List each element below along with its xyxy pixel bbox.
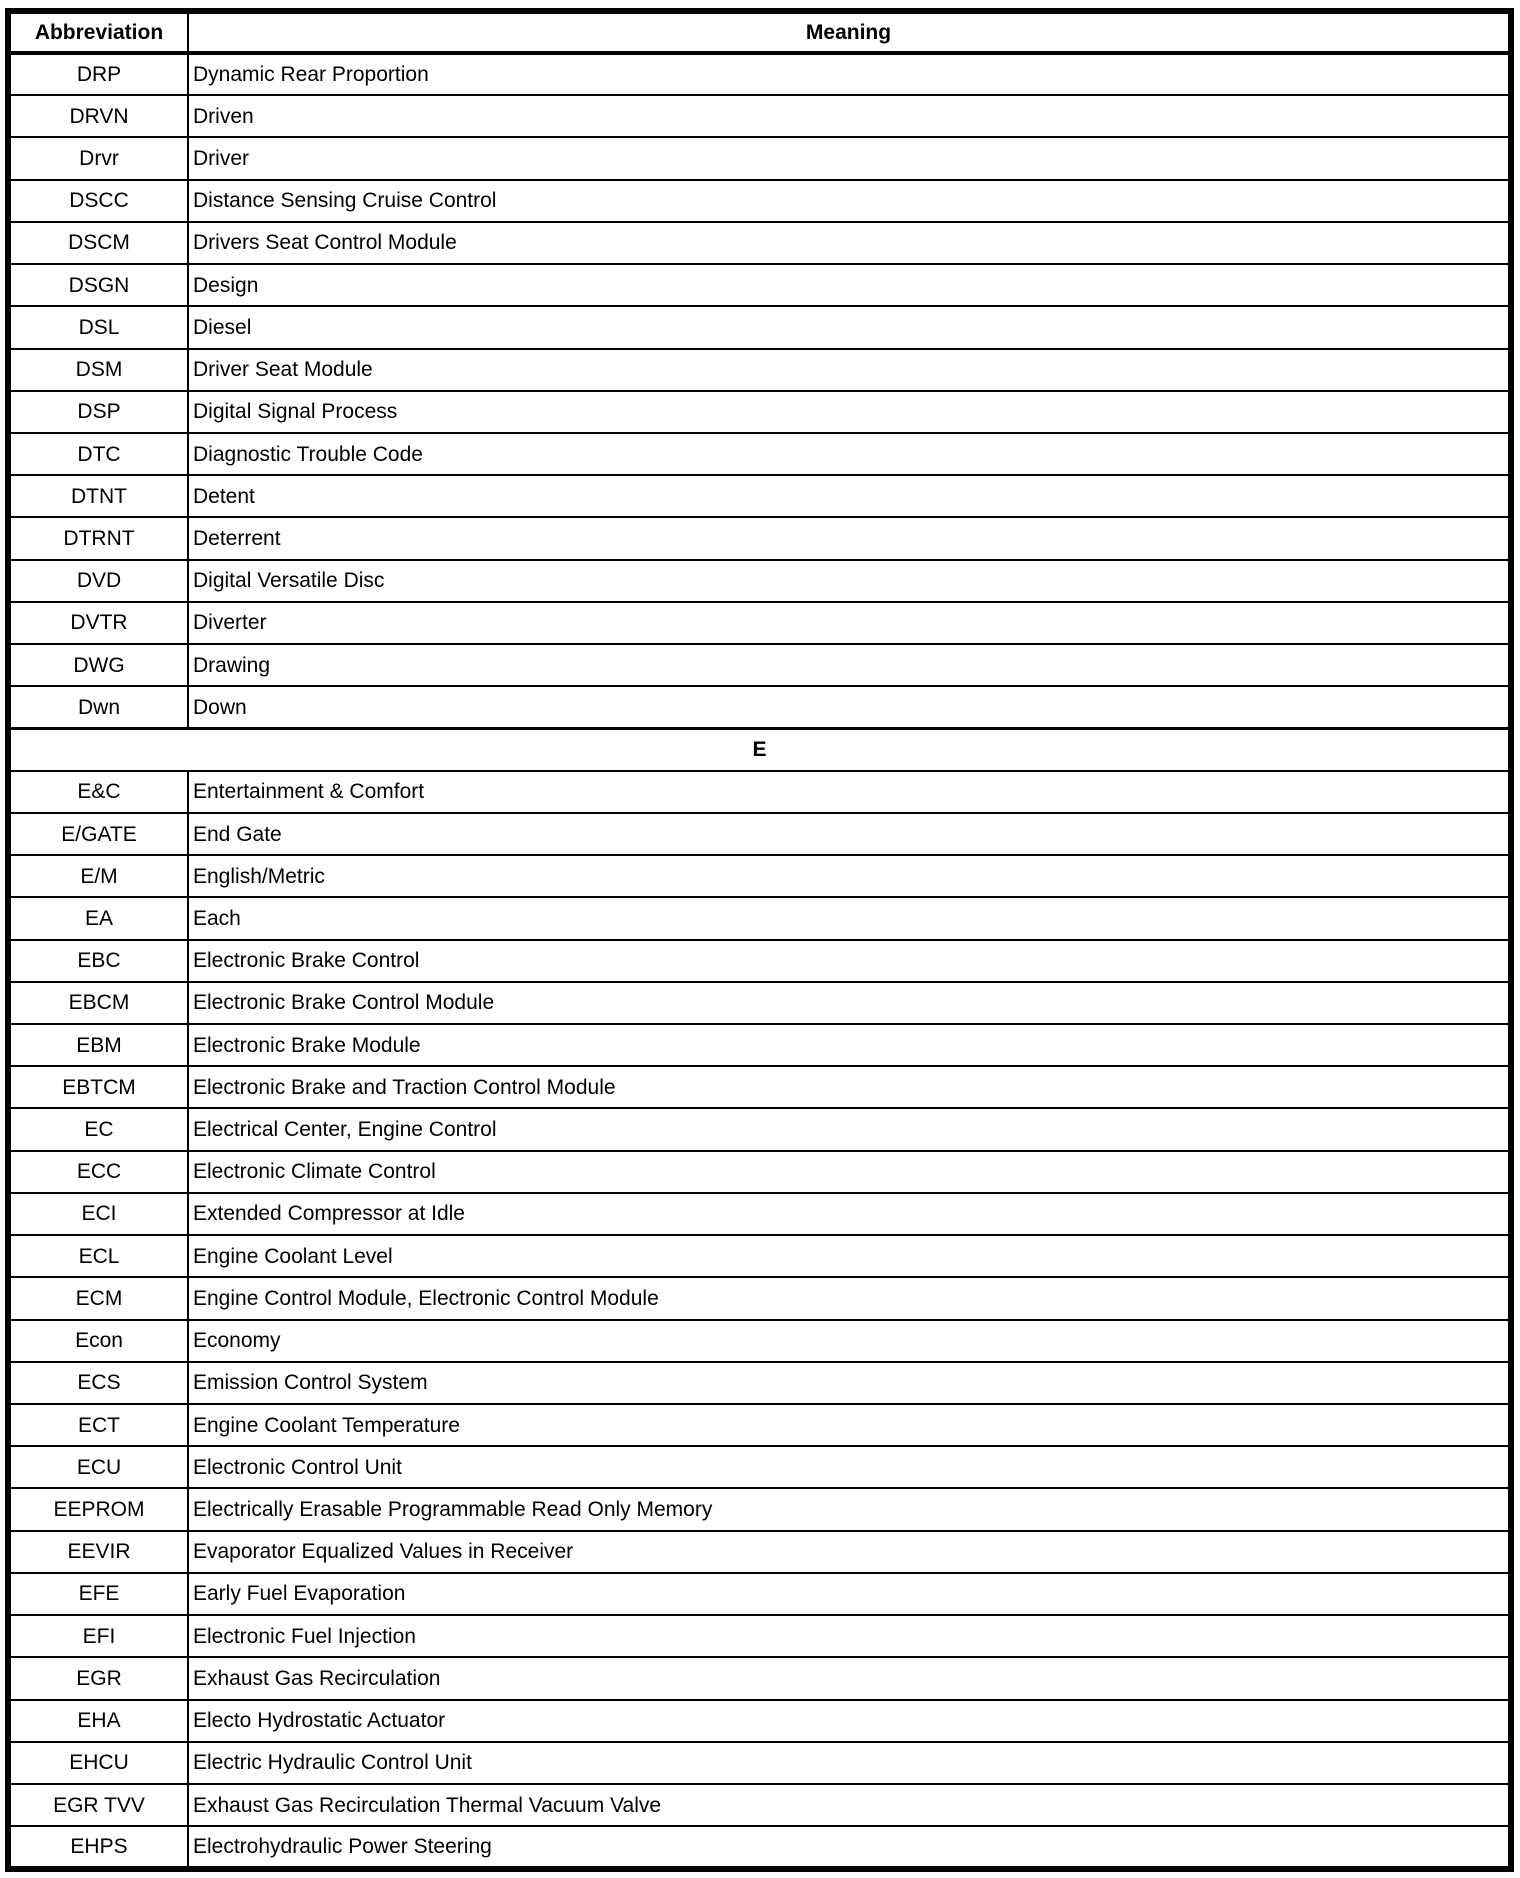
table-row <box>8 602 1511 644</box>
table-row <box>8 1235 1511 1277</box>
table-row <box>8 137 1511 179</box>
abbreviation-cell: DTNT <box>8 475 188 517</box>
abbreviation-cell: DVD <box>8 560 188 602</box>
table-row <box>8 306 1511 348</box>
abbreviation-cell: EBM <box>8 1024 188 1066</box>
table-row <box>8 391 1511 433</box>
meaning-cell: Exhaust Gas Recirculation Thermal Vacuum Valve <box>188 1784 1511 1826</box>
abbreviation-cell: DSGN <box>8 264 188 306</box>
abbreviation-cell: DTC <box>8 433 188 475</box>
table-row <box>8 1615 1511 1657</box>
table-row <box>8 95 1511 137</box>
meaning-cell: Emission Control System <box>188 1362 1511 1404</box>
meaning-cell: Engine Control Module, Electronic Control Module <box>188 1277 1511 1319</box>
abbreviation-cell: ECM <box>8 1277 188 1319</box>
meaning-cell: Each <box>188 897 1511 939</box>
meaning-cell: Diverter <box>188 602 1511 644</box>
table-row <box>8 264 1511 306</box>
meaning-cell: Design <box>188 264 1511 306</box>
abbreviation-cell: ECS <box>8 1362 188 1404</box>
abbreviation-cell: EA <box>8 897 188 939</box>
header-abbreviation: Abbreviation <box>8 11 188 53</box>
abbreviation-cell: DSCC <box>8 180 188 222</box>
meaning-cell: Entertainment & Comfort <box>188 771 1511 813</box>
table-body <box>8 53 1511 1869</box>
meaning-cell: English/Metric <box>188 855 1511 897</box>
abbreviation-cell: EGR <box>8 1657 188 1699</box>
abbreviation-cell: EFI <box>8 1615 188 1657</box>
meaning-cell: Extended Compressor at Idle <box>188 1193 1511 1235</box>
abbreviation-cell: ECL <box>8 1235 188 1277</box>
meaning-cell: Electronic Brake Module <box>188 1024 1511 1066</box>
meaning-cell: Electrohydraulic Power Steering <box>188 1826 1511 1869</box>
abbreviation-cell: ECU <box>8 1446 188 1488</box>
table-row <box>8 1277 1511 1319</box>
meaning-cell: Electronic Control Unit <box>188 1446 1511 1488</box>
meaning-cell: Exhaust Gas Recirculation <box>188 1657 1511 1699</box>
table-row <box>8 940 1511 982</box>
table-row <box>8 1151 1511 1193</box>
abbreviation-cell: Drvr <box>8 137 188 179</box>
meaning-cell: Electronic Brake Control Module <box>188 982 1511 1024</box>
abbreviation-cell: E/GATE <box>8 813 188 855</box>
meaning-cell: Diagnostic Trouble Code <box>188 433 1511 475</box>
abbreviation-cell: DSL <box>8 306 188 348</box>
meaning-cell: Distance Sensing Cruise Control <box>188 180 1511 222</box>
meaning-cell: Electronic Climate Control <box>188 1151 1511 1193</box>
table-row <box>8 1657 1511 1699</box>
table-row <box>8 982 1511 1024</box>
meaning-cell: Evaporator Equalized Values in Receiver <box>188 1531 1511 1573</box>
meaning-cell: Engine Coolant Temperature <box>188 1404 1511 1446</box>
abbreviation-cell: ECC <box>8 1151 188 1193</box>
table-row <box>8 1488 1511 1530</box>
table-row <box>8 1066 1511 1108</box>
abbreviation-cell: DRP <box>8 53 188 95</box>
table-row <box>8 1362 1511 1404</box>
abbreviation-cell: DRVN <box>8 95 188 137</box>
meaning-cell: Electronic Brake Control <box>188 940 1511 982</box>
abbreviation-cell: DSP <box>8 391 188 433</box>
abbreviation-cell: E&C <box>8 771 188 813</box>
meaning-cell: Down <box>188 686 1511 728</box>
abbreviation-table <box>5 8 1514 1872</box>
table-row <box>8 1826 1511 1869</box>
table-row <box>8 560 1511 602</box>
table-row <box>8 771 1511 813</box>
abbreviation-cell: DVTR <box>8 602 188 644</box>
meaning-cell: Early Fuel Evaporation <box>188 1573 1511 1615</box>
abbreviation-cell: Econ <box>8 1320 188 1362</box>
abbreviation-cell: DSM <box>8 349 188 391</box>
meaning-cell: Electric Hydraulic Control Unit <box>188 1742 1511 1784</box>
meaning-cell: Economy <box>188 1320 1511 1362</box>
abbreviation-cell: EHPS <box>8 1826 188 1869</box>
abbreviation-cell: EBCM <box>8 982 188 1024</box>
meaning-cell: Drivers Seat Control Module <box>188 222 1511 264</box>
header-row <box>8 11 1511 53</box>
meaning-cell: Digital Signal Process <box>188 391 1511 433</box>
meaning-cell: Electo Hydrostatic Actuator <box>188 1700 1511 1742</box>
abbreviation-cell: EC <box>8 1108 188 1150</box>
abbreviation-cell: EHA <box>8 1700 188 1742</box>
table-row <box>8 855 1511 897</box>
table-row <box>8 1404 1511 1446</box>
abbreviation-cell: EEVIR <box>8 1531 188 1573</box>
table-row <box>8 1700 1511 1742</box>
abbreviation-cell: DSCM <box>8 222 188 264</box>
table-row <box>8 222 1511 264</box>
abbreviation-cell: E/M <box>8 855 188 897</box>
meaning-cell: Digital Versatile Disc <box>188 560 1511 602</box>
table-row <box>8 813 1511 855</box>
meaning-cell: Drawing <box>188 644 1511 686</box>
meaning-cell: Driver Seat Module <box>188 349 1511 391</box>
abbreviation-cell: EFE <box>8 1573 188 1615</box>
table-row <box>8 1573 1511 1615</box>
abbreviation-cell: EGR TVV <box>8 1784 188 1826</box>
meaning-cell: Diesel <box>188 306 1511 348</box>
meaning-cell: Electrically Erasable Programmable Read Only Memory <box>188 1488 1511 1530</box>
table-row <box>8 897 1511 939</box>
table-row <box>8 475 1511 517</box>
table-row <box>8 644 1511 686</box>
table-row <box>8 180 1511 222</box>
table-row <box>8 686 1511 728</box>
table-row <box>8 433 1511 475</box>
table-row <box>8 1446 1511 1488</box>
section-letter: E <box>8 729 1511 771</box>
meaning-cell: Electrical Center, Engine Control <box>188 1108 1511 1150</box>
abbreviation-cell: Dwn <box>8 686 188 728</box>
table-row <box>8 53 1511 95</box>
abbreviation-cell: DWG <box>8 644 188 686</box>
meaning-cell: Dynamic Rear Proportion <box>188 53 1511 95</box>
table-row <box>8 1784 1511 1826</box>
table-row <box>8 1320 1511 1362</box>
meaning-cell: End Gate <box>188 813 1511 855</box>
abbreviation-cell: EHCU <box>8 1742 188 1784</box>
meaning-cell: Engine Coolant Level <box>188 1235 1511 1277</box>
abbreviation-cell: ECT <box>8 1404 188 1446</box>
meaning-cell: Deterrent <box>188 517 1511 559</box>
header-meaning: Meaning <box>188 11 1511 53</box>
meaning-cell: Electronic Brake and Traction Control Module <box>188 1066 1511 1108</box>
abbreviation-cell: EBTCM <box>8 1066 188 1108</box>
abbreviation-cell: EBC <box>8 940 188 982</box>
table-row <box>8 517 1511 559</box>
table-row <box>8 349 1511 391</box>
meaning-cell: Detent <box>188 475 1511 517</box>
table-row <box>8 1193 1511 1235</box>
table-row <box>8 1108 1511 1150</box>
section-header-row <box>8 729 1511 771</box>
abbreviation-cell: DTRNT <box>8 517 188 559</box>
abbreviation-cell: ECI <box>8 1193 188 1235</box>
table-row <box>8 1024 1511 1066</box>
table-header <box>8 11 1511 53</box>
meaning-cell: Driven <box>188 95 1511 137</box>
meaning-cell: Electronic Fuel Injection <box>188 1615 1511 1657</box>
abbreviation-cell: EEPROM <box>8 1488 188 1530</box>
table-row <box>8 1531 1511 1573</box>
table-row <box>8 1742 1511 1784</box>
meaning-cell: Driver <box>188 137 1511 179</box>
